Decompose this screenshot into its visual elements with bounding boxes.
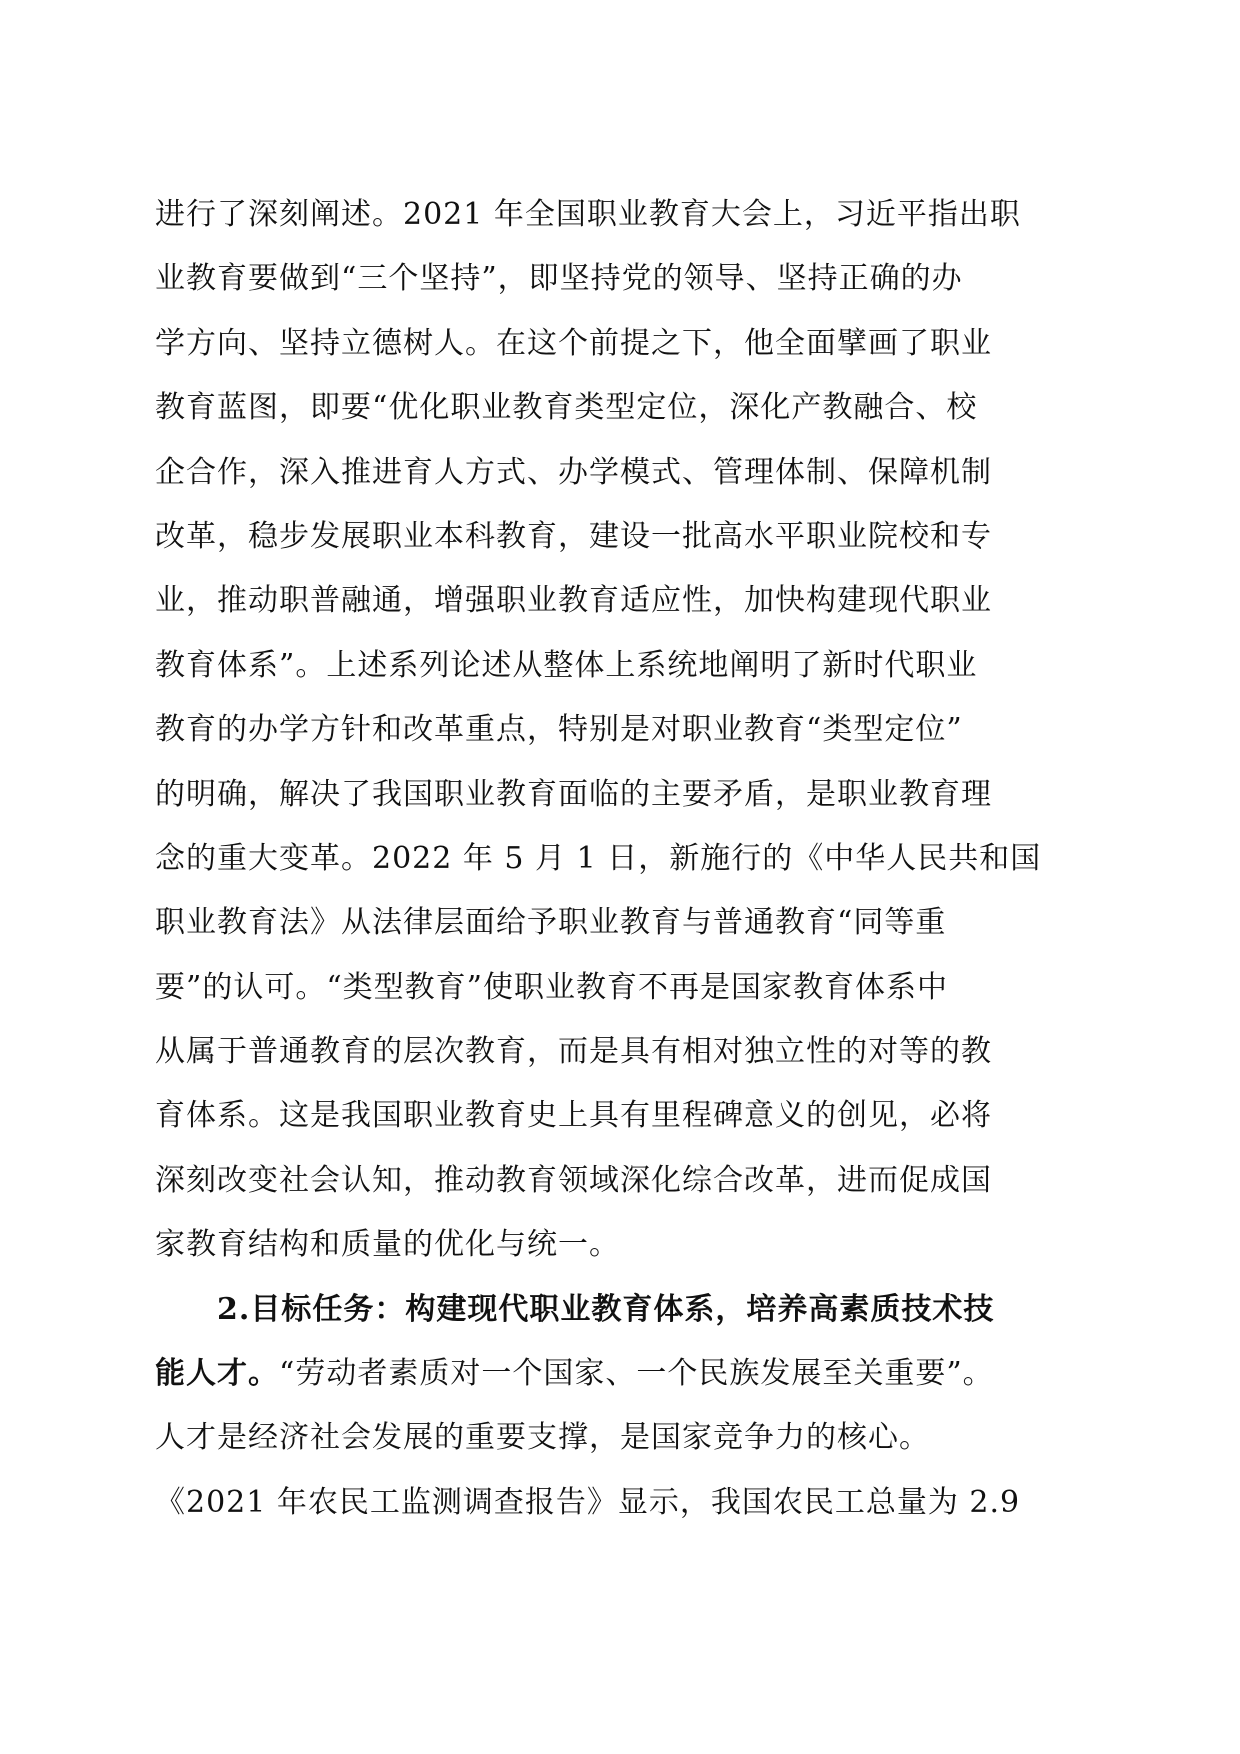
- text-line: 改革，稳步发展职业本科教育，建设一批高水平职业院校和专: [155, 518, 992, 554]
- text-line: 念的重大变革。2022 年 5 月 1 日，新施行的《中华人民共和国: [155, 840, 1042, 876]
- text-line: 深刻改变社会认知，推动教育领域深化综合改革，进而促成国: [155, 1162, 992, 1198]
- text-line: 教育蓝图，即要“优化职业教育类型定位，深化产教融合、校: [155, 390, 978, 426]
- section-heading: 2.目标任务：构建现代职业教育体系，培养高素质技术技: [217, 1291, 995, 1327]
- text-line: 育体系。这是我国职业教育史上具有里程碑意义的创见，必将: [155, 1098, 992, 1134]
- text-line: 企合作，深入推进育人方式、办学模式、管理体制、保障机制: [155, 454, 992, 490]
- text-line: 进行了深刻阐述。2021 年全国职业教育大会上，习近平指出职: [155, 197, 1021, 232]
- text-line: 学方向、坚持立德树人。在这个前提之下，他全面擘画了职业: [155, 325, 992, 361]
- text-line: 业教育要做到“三个坚持”，即坚持党的领导、坚持正确的办: [155, 261, 963, 297]
- text-line: 教育的办学方针和改革重点，特别是对职业教育“类型定位”: [155, 712, 963, 748]
- text-line: 人才是经济社会发展的重要支撑，是国家竞争力的核心。: [155, 1420, 930, 1456]
- text-line: 职业教育法》从法律层面给予职业教育与普通教育“同等重: [155, 905, 947, 941]
- text-line: 的明确，解决了我国职业教育面临的主要矛盾，是职业教育理: [155, 776, 992, 812]
- paragraph-1: [155, 183, 1085, 1278]
- quote-text: “劳动者素质对一个国家、一个民族发展至关重要”。: [279, 1356, 994, 1392]
- text-line: [155, 1342, 1085, 1406]
- text-line: 要”的认可。“类型教育”使职业教育不再是国家教育体系中: [155, 969, 949, 1005]
- text-line: 《2021 年农民工监测调查报告》显示，我国农民工总量为 2.9: [155, 1484, 1021, 1520]
- section-heading-end: 能人才。: [155, 1356, 279, 1392]
- text-line: 教育体系”。上述系列论述从整体上系统地阐明了新时代职业: [155, 647, 978, 683]
- text-line: 从属于普通教育的层次教育，而是具有相对独立性的对等的教: [155, 1034, 992, 1070]
- text-line: 业，推动职普融通，增强职业教育适应性，加快构建现代职业: [155, 583, 992, 619]
- text-line: 家教育结构和质量的优化与统一。: [155, 1227, 620, 1263]
- paragraph-2: [155, 1278, 1085, 1536]
- body-text: [155, 183, 1085, 1535]
